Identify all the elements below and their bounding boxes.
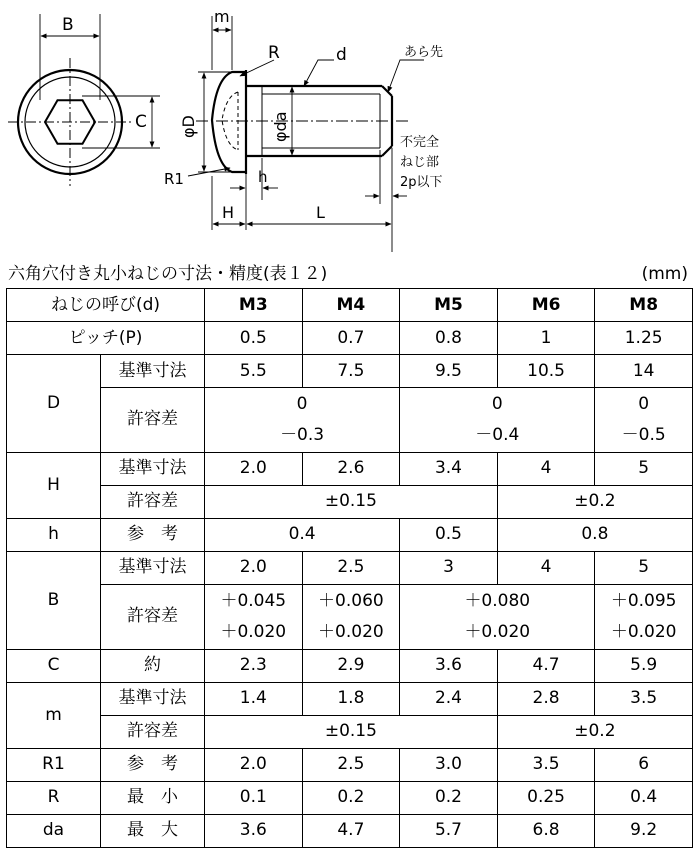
cell: 2.5 (302, 748, 400, 781)
label-h-small: h (258, 168, 268, 186)
cell: 0.7 (302, 322, 400, 355)
size-m3: M3 (205, 289, 303, 322)
tol-upper: ＋0.080 (464, 590, 531, 611)
cell: 6 (595, 748, 693, 781)
table-row (7, 388, 693, 453)
cell: 0.8 (400, 322, 498, 355)
cell: 5.9 (595, 649, 693, 682)
cell: 9.2 (595, 814, 693, 847)
cell: 0.1 (205, 781, 303, 814)
screw-drawing (0, 0, 700, 262)
table-row (7, 518, 693, 551)
tol-upper: 0 (638, 393, 650, 414)
row-label-b: B (7, 551, 101, 649)
sub-label: 許容差 (101, 715, 205, 748)
spec-table (6, 288, 693, 848)
cell: 2.8 (497, 682, 595, 715)
cell: 3.4 (400, 452, 498, 485)
cell: 0.4 (595, 781, 693, 814)
tol-lower: ＋0.020 (464, 621, 531, 642)
label-phi-d: φD (179, 115, 198, 138)
cell (302, 584, 400, 649)
cell: 5.7 (400, 814, 498, 847)
sub-label: 約 (101, 649, 205, 682)
cell (400, 388, 595, 453)
cell: 3 (400, 551, 498, 584)
tol-lower: －0.3 (280, 424, 325, 445)
tol-lower: －0.4 (475, 424, 520, 445)
cell: 2.4 (400, 682, 498, 715)
label-incomplete-1: 不完全 (400, 135, 440, 150)
label-incomplete-3: 2p以下 (400, 175, 443, 190)
cell: 3.5 (595, 682, 693, 715)
row-label-h: H (7, 452, 101, 518)
sub-label: 基準寸法 (101, 452, 205, 485)
table-caption: 六角穴付き丸小ねじの寸法・精度(表１２) (8, 264, 328, 284)
cell: 2.3 (205, 649, 303, 682)
header-label: ねじの呼び(d) (7, 289, 205, 322)
sub-label: 基準寸法 (101, 551, 205, 584)
size-m8: M8 (595, 289, 693, 322)
cell: ±0.15 (205, 715, 498, 748)
label-incomplete-2: ねじ部 (400, 155, 440, 170)
cell: 0.8 (497, 518, 692, 551)
cell: ±0.2 (497, 485, 692, 518)
cell: 4 (497, 452, 595, 485)
cell: 1.8 (302, 682, 400, 715)
cell: 0.4 (205, 518, 400, 551)
tol-lower: ＋0.020 (610, 621, 677, 642)
size-m6: M6 (497, 289, 595, 322)
cell: 3.6 (205, 814, 303, 847)
cell (205, 584, 303, 649)
cell (205, 388, 400, 453)
cell: 5.5 (205, 355, 303, 388)
row-label-c: C (7, 649, 101, 682)
label-phi-da: φda (271, 111, 290, 142)
table-row (7, 289, 693, 322)
sub-label: 最 大 (101, 814, 205, 847)
row-label-d: D (7, 355, 101, 453)
cell: 0.2 (400, 781, 498, 814)
label-chamfer: あら先 (404, 45, 444, 60)
table-row (7, 355, 693, 388)
cell: 0.5 (205, 322, 303, 355)
sub-label: 参 考 (101, 518, 205, 551)
cell: 10.5 (497, 355, 595, 388)
table-row (7, 715, 693, 748)
cell: 7.5 (302, 355, 400, 388)
cell: 2.0 (205, 748, 303, 781)
row-label-r: R (7, 781, 101, 814)
pitch-label: ピッチ(P) (7, 322, 205, 355)
tol-lower: ＋0.020 (220, 621, 287, 642)
row-label-da: da (7, 814, 101, 847)
cell (400, 584, 595, 649)
table-row (7, 649, 693, 682)
table-row (7, 814, 693, 847)
row-label-m: m (7, 682, 101, 748)
table-row (7, 485, 693, 518)
cell: 0.25 (497, 781, 595, 814)
table-row (7, 781, 693, 814)
cell: 2.6 (302, 452, 400, 485)
tol-upper: ＋0.060 (318, 590, 384, 611)
label-l: L (316, 203, 325, 222)
sub-label: 最 小 (101, 781, 205, 814)
cell: ±0.2 (497, 715, 692, 748)
table-row (7, 682, 693, 715)
sub-label: 参 考 (101, 748, 205, 781)
label-r: R (268, 43, 280, 63)
table-row (7, 322, 693, 355)
tol-upper: 0 (491, 393, 503, 414)
sub-label: 基準寸法 (101, 682, 205, 715)
cell: 9.5 (400, 355, 498, 388)
cell: 1.25 (595, 322, 693, 355)
cell: 2.0 (205, 452, 303, 485)
label-h-large: H (222, 203, 235, 222)
cell: 1 (497, 322, 595, 355)
cell: 1.4 (205, 682, 303, 715)
table-row (7, 584, 693, 649)
label-d: d (336, 45, 347, 65)
cell: 2.0 (205, 551, 303, 584)
cell: 2.9 (302, 649, 400, 682)
cell: ±0.15 (205, 485, 498, 518)
row-label-r1: R1 (7, 748, 101, 781)
table-row (7, 748, 693, 781)
cell: 5 (595, 452, 693, 485)
cell: 4 (497, 551, 595, 584)
cell: 2.5 (302, 551, 400, 584)
tol-lower: ＋0.020 (318, 621, 384, 642)
tol-lower: －0.5 (621, 424, 666, 445)
cell: 3.6 (400, 649, 498, 682)
sub-label: 許容差 (101, 485, 205, 518)
table-row (7, 452, 693, 485)
cell: 0.2 (302, 781, 400, 814)
label-m: m (214, 7, 230, 26)
cell: 0.5 (400, 518, 498, 551)
label-r1: R1 (164, 170, 184, 188)
cell: 14 (595, 355, 693, 388)
label-c: C (135, 112, 147, 132)
end-view (8, 14, 160, 186)
cell: 4.7 (497, 649, 595, 682)
row-label-h-small: h (7, 518, 101, 551)
cell (595, 584, 693, 649)
cell (595, 388, 693, 453)
tol-upper: ＋0.095 (610, 590, 677, 611)
sub-label: 基準寸法 (101, 355, 205, 388)
tol-upper: ＋0.045 (220, 590, 287, 611)
size-m5: M5 (400, 289, 498, 322)
unit-label: (mm) (641, 264, 688, 284)
cell: 6.8 (497, 814, 595, 847)
cell: 3.5 (497, 748, 595, 781)
sub-label: 許容差 (101, 584, 205, 649)
cell: 5 (595, 551, 693, 584)
cell: 4.7 (302, 814, 400, 847)
table-row (7, 551, 693, 584)
sub-label: 許容差 (101, 388, 205, 453)
tol-upper: 0 (296, 393, 308, 414)
size-m4: M4 (302, 289, 400, 322)
cell: 3.0 (400, 748, 498, 781)
label-b: B (62, 15, 74, 35)
